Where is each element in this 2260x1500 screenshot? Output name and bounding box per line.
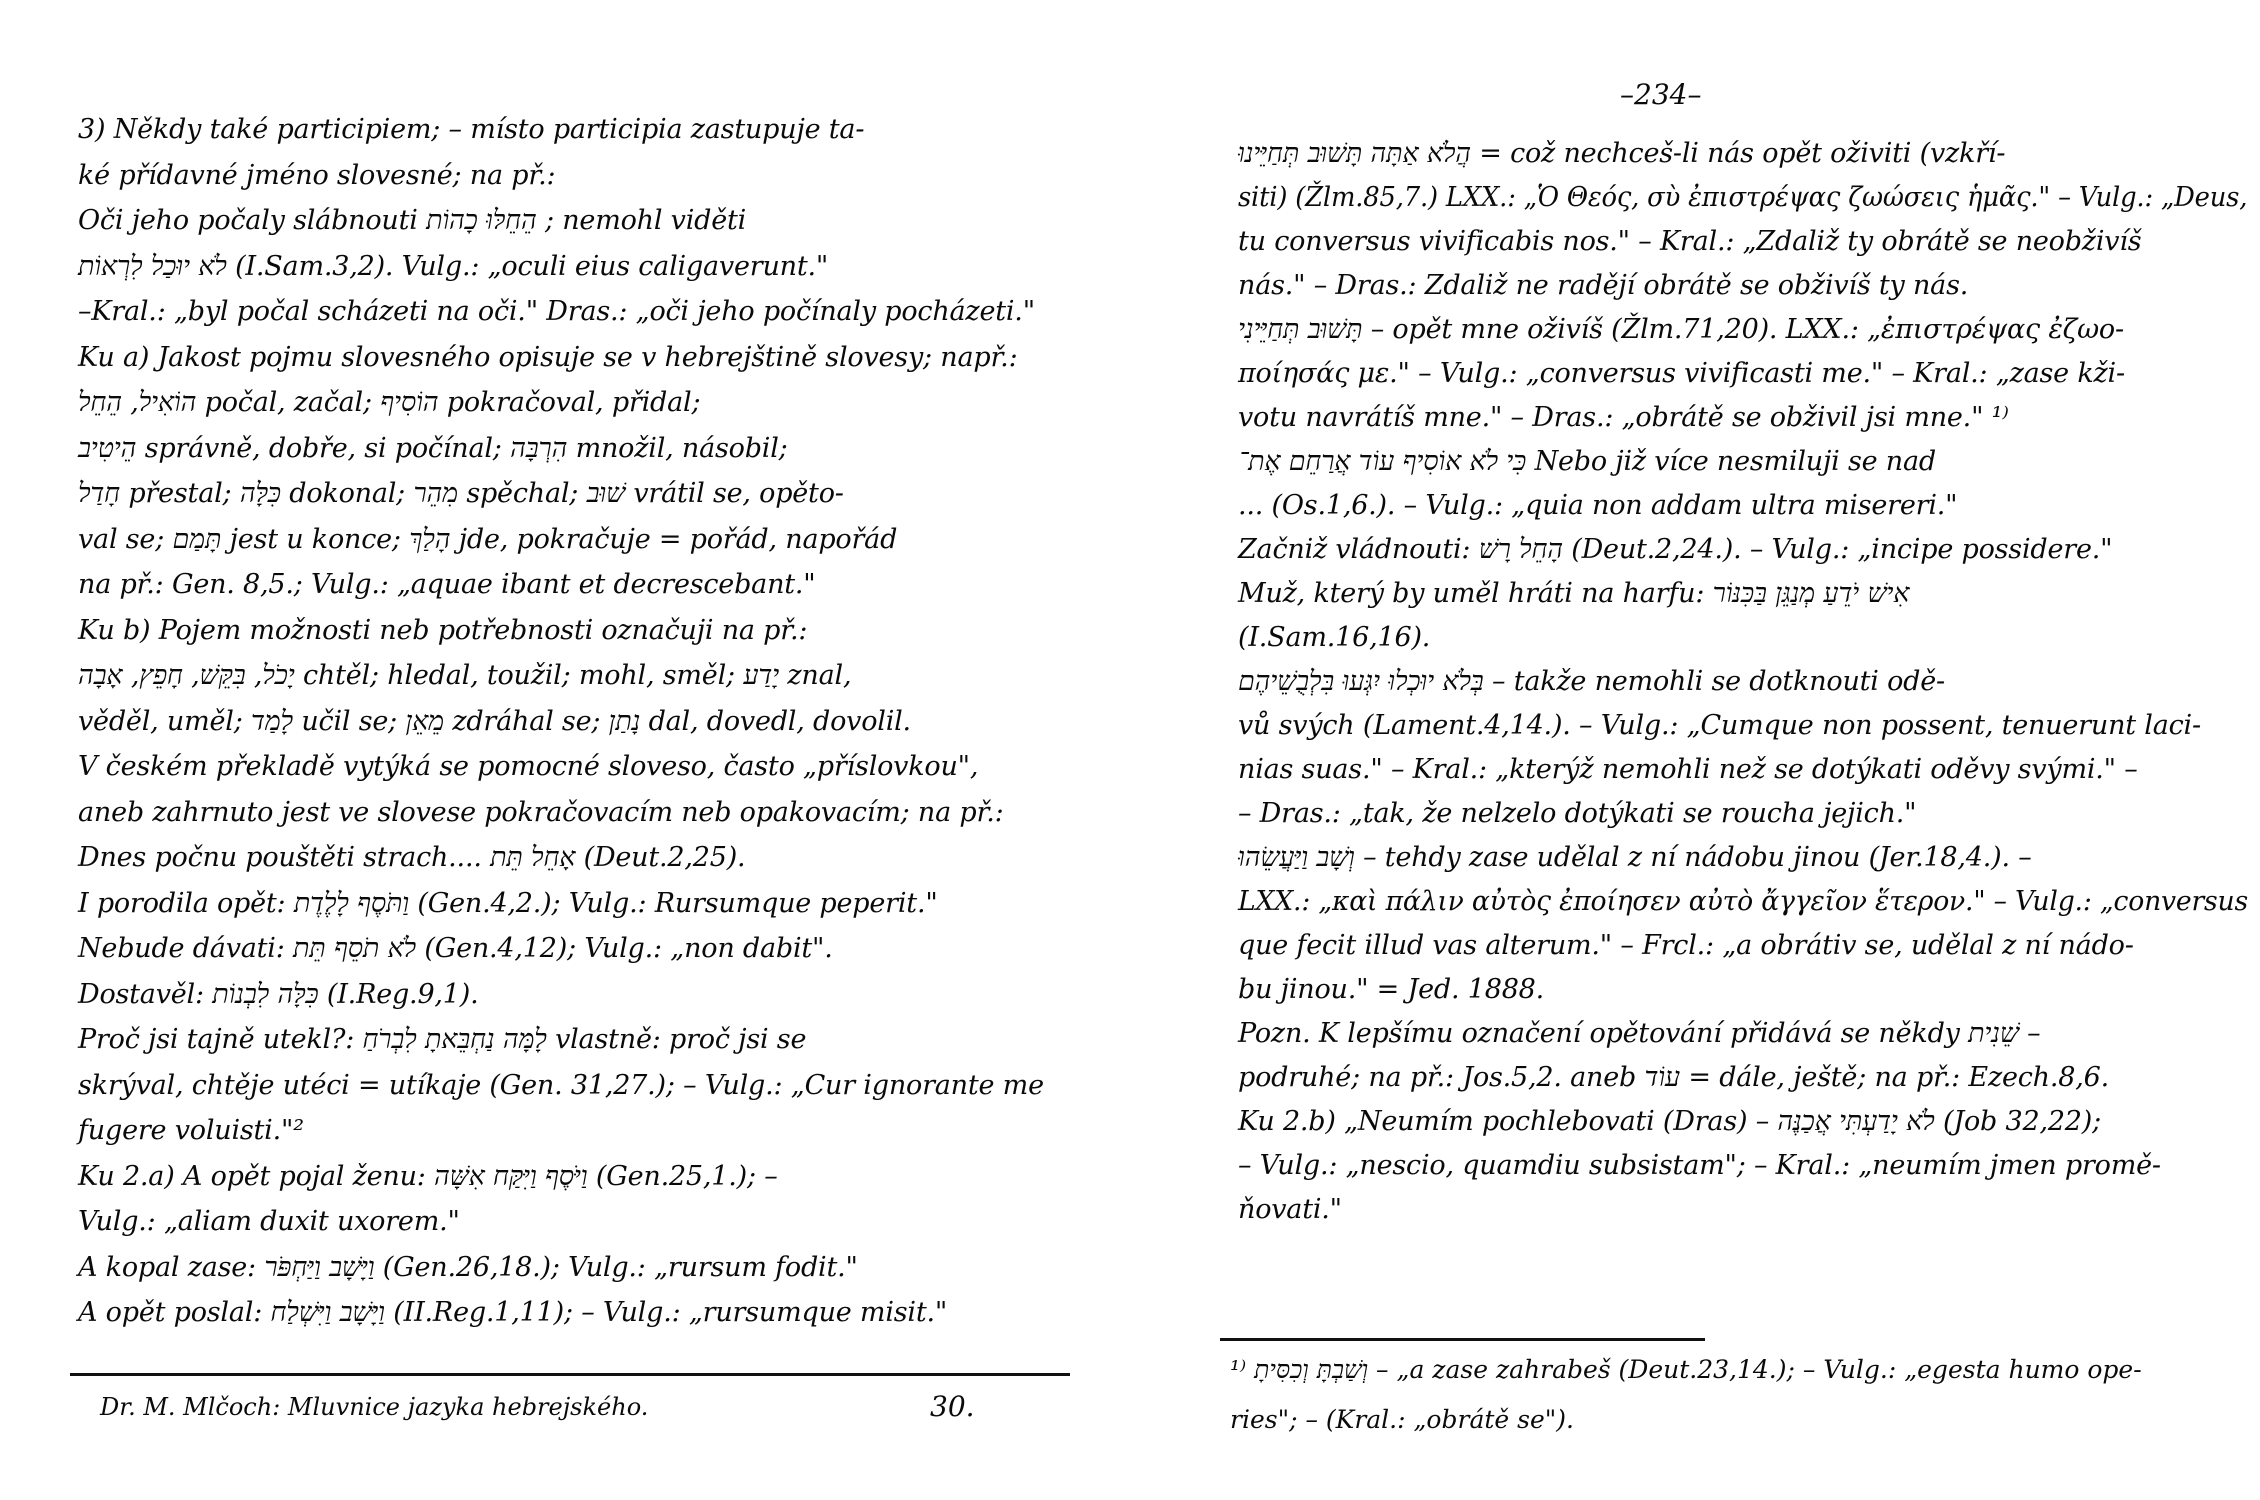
left_page-line: V českém překladě vytýká se pomocné sloveso, často „příslovkou", [78,751,979,782]
left_page-line: –Kral.: „byl počal scházeti na oči." Dras.: „oči jeho počínaly pocházeti." [78,296,1035,327]
right_page-line: ... (Os.1,6.). – Vulg.: „quia non addam ultra misereri." [1238,490,1958,521]
left_page-line: fugere voluisti."² [78,1115,304,1146]
right-page [1130,0,2260,1500]
left_page-line: aneb zahrnuto jest ve slovese pokračovacím neb opakovacím; na př.: [78,796,1004,828]
right_page-line: vů svých (Lament.4,14.). – Vulg.: „Cumque non possent, tenuerunt laci- [1238,710,2201,741]
right_page-line: bu jinou." = Jed. 1888. [1238,974,1545,1005]
footnote-rule [1220,1338,1705,1341]
right_page-line: Muž, který by uměl hráti na harfu: אִישׁ יֹדֵעַ מְנַגֵּן בַּכִּנּוֹר [1238,578,1910,609]
left_page-line: Ku a) Jakost pojmu slovesného opisuje se v hebrejštině slovesy; např.: [78,341,1018,373]
left_page-line: na př.: Gen. 8,5.; Vulg.: „aquae ibant et decrescebant." [78,569,816,600]
right_page-line: (I.Sam.16,16). [1238,622,1431,653]
right_page-line: podruhé; na př.: Jos.5,2. aneb עוֹד = dále, ještě; na př.: Ezech.8,6. [1238,1062,2109,1093]
right_page-line: כִּי לֹא אוֹסִיף עוֹד אֲרַחֵם אֶת־ Nebo již více nesmiluji se nad [1238,446,1936,477]
left_page-line: חָדַל přestal; כִּלָּה dokonal; מִהֵר spěchal; שׁוּב vrátil se, opěto- [78,478,844,509]
right_page-line: tu conversus vivificabis nos." – Kral.: „Zdaliž ty obrátě se neobživíš [1238,226,2142,257]
footnote-continuation: ries"; – (Kral.: „obrátě se"). [1230,1405,1574,1434]
right_page-line: הֲלֹא אַתָּה תָּשׁוּב תְּחַיֵּינוּ = což nechceš-li nás opět oživiti (vzkří- [1238,138,2006,169]
right_page-line: votu navrátíš mne." – Dras.: „obrátě se obživil jsi mne." ¹⁾ [1238,402,2009,433]
left_page-line: יָכֹל, בִּקֵּשׁ, חָפֵץ, אָבָה chtěl; hledal, toužil; mohl, směl; יָדַע znal, [78,660,852,691]
right_page-line: – Dras.: „tak, že nelzelo dotýkati se roucha jejich." [1238,798,1917,829]
right_page-line: ποίησάς με." – Vulg.: „conversus vivificasti me." – Kral.: „zase kži- [1238,358,2125,389]
left_page-line: val se; תָּמַם jest u konce; הָלַךְ jde, pokračuje = pořád, napořád [78,523,898,555]
right_page-line: que fecit illud vas alterum." – Frcl.: „a obrátiv se, udělal z ní nádo- [1238,930,2134,961]
left_page-line: Vulg.: „aliam duxit uxorem." [78,1206,460,1237]
left_page-line: Dnes počnu pouštěti strach.... אָחֵל תֵּת (Deut.2,25). [78,842,746,873]
right_page-line: וְשָׁב וַיַּעֲשֵׂהוּ – tehdy zase udělal z ní nádobu jinou (Jer.18,4.). – [1238,842,2032,873]
left_page-line: skrýval, chtěje utéci = utíkaje (Gen. 31,27.); – Vulg.: „Cur ignorante me [78,1069,1044,1101]
right_page-line: – Vulg.: „nescio, quamdiu subsistam"; – Kral.: „neumím jmen promě- [1238,1150,2161,1181]
left_page-line: věděl, uměl; לָמַד učil se; מֵאֵן zdráhal se; נָתַן dal, dovedl, dovolil. [78,705,911,737]
right-page-number: –234– [1620,78,1702,111]
left_page-line: ké přídavné jméno slovesné; na př.: [78,159,556,191]
left_page-line: A kopal zase: וַיָּשָׁב וַיַּחְפֹּר (Gen.26,18.); Vulg.: „rursum fodit." [78,1251,858,1283]
right_page-line: Ku 2.b) „Neumím pochlebovati (Dras) – לֹא יָדַעְתִּי אֲכַנֶּה (Job 32,22); [1238,1106,2102,1137]
left_page-line: הֵיטִיב správně, dobře, si počínal; הִרְבָּה množil, násobil; [78,432,788,464]
left_page-line: לֹא יוּכַל לִרְאוֹת (I.Sam.3,2). Vulg.: „oculi eius caligaverunt." [78,250,829,282]
right_page-line: siti) (Žlm.85,7.) LXX.: „Ὁ Θεός, σὺ ἐπιστρέψας ζωώσεις ἡμᾶς." – Vulg.: „Deus, [1238,182,2248,213]
right_page-line: nias suas." – Kral.: „kterýž nemohli než se dotýkati oděvy svými." – [1238,754,2138,785]
right_page-line: nás." – Dras.: Zdaliž ne radějí obrátě se obživíš ty nás. [1238,270,1969,301]
right_page-line: LXX.: „καὶ πάλιν αὐτὸς ἐποίησεν αὐτὸ ἄγγεῖον ἕτερον." – Vulg.: „conversus [1238,886,2248,917]
left_page-line: 3) Někdy také participiem; – místo participia zastupuje ta- [78,114,865,145]
left_page-line: Dostavěl: כִּלָּה לִבְנוֹת (I.Reg.9,1). [78,978,479,1010]
left_page-line: הוֹאִיל, הֵחֵל počal, začal; הוֹסִיף pokračoval, přidal; [78,387,701,418]
right_page-line: תָּשׁוּב תְּחַיֵּינִי – opět mne oživíš (Žlm.71,20). LXX.: „ἐπιστρέψας ἐζωο- [1238,314,2124,345]
left_page-line: Nebude dávati: לֹא תֹסֵף תֵּת (Gen.4,12); Vulg.: „non dabit". [78,933,833,964]
left-footer-rule [70,1373,1070,1376]
right_page-line: בְּלֹא יוּכְלוּ יִגְּעוּ בִּלְבֻשֵׁיהֶם – takže nemohli se dotknouti odě- [1238,666,1945,697]
left_page-line: I porodila opět: וַתֹּסֶף לָלֶדֶת (Gen.4,2.); Vulg.: Rursumque peperit." [78,887,938,919]
left_page-line: Ku 2.a) A opět pojal ženu: וַיֹּסֶף וַיִּקַּח אִשָּׁה (Gen.25,1.); – [78,1160,778,1192]
left_page-line: Ku b) Pojem možnosti neb potřebnosti označuji na př.: [78,614,808,646]
right_page-line: Začniž vládnouti: הָחֵל רָשׁ (Deut.2,24.). – Vulg.: „incipe possidere." [1238,534,2113,565]
left-page-number: 30. [930,1390,975,1423]
left_page-line: A opět poslal: וַיָּשָׁב וַיִּשְׁלַח (II.Reg.1,11); – Vulg.: „rursumque misit." [78,1297,948,1328]
left_page-line: Proč jsi tajně utekl?: לָמָּה נַחְבֵּאתָ לִבְרֹחַ vlastně: proč jsi se [78,1024,807,1055]
footnote: ¹⁾ וְשַׁבְתָּ וְכִסִּיתָ – „a zase zahrabeš (Deut.23,14.); – Vulg.: „egesta humo ope- [1230,1355,2142,1384]
right_page-line: Pozn. K lepšímu označení opětování přidává se někdy שֵׁנִית – [1238,1018,2041,1049]
right_page-line: ňovati." [1238,1194,1342,1225]
footer-author: Dr. M. Mlčoch: Mluvnice jazyka hebrejského. [100,1393,649,1421]
left_page-line: Oči jeho počaly slábnouti הֵחֵלּוּ כָהוֹת ; nemohl viděti [78,205,747,236]
